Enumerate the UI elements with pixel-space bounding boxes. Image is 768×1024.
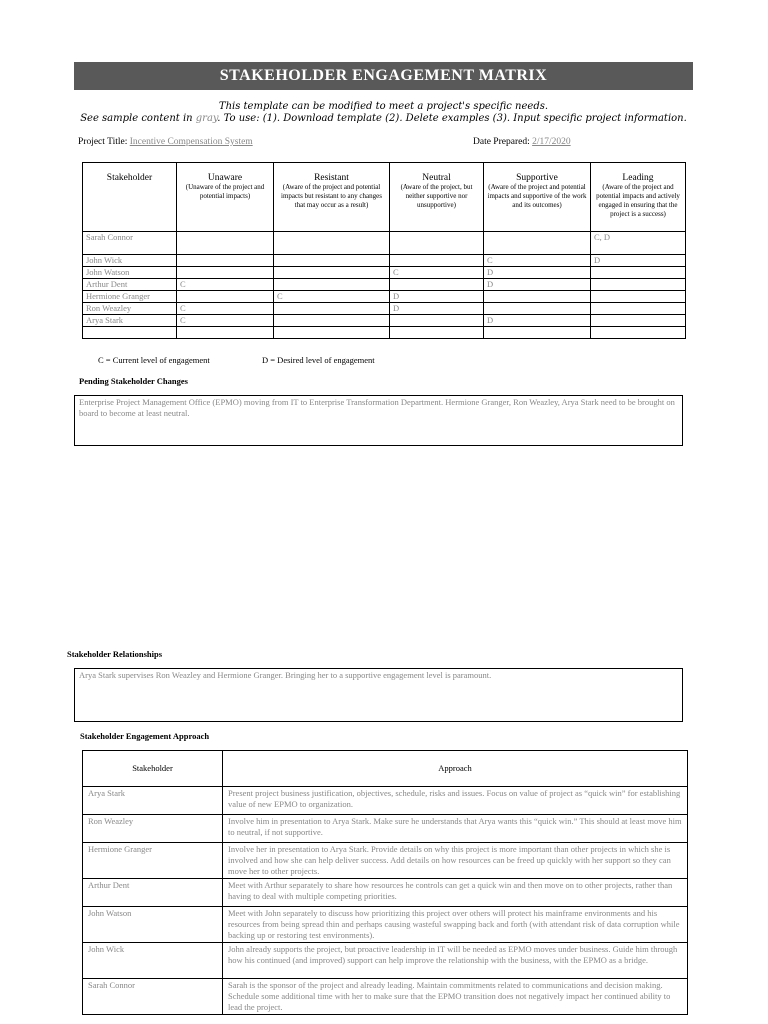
- header-resistant: Resistant (Aware of the project and potential impacts but resistant to any changes that may occur as a result): [274, 163, 390, 232]
- approach-table: [82, 750, 688, 1015]
- header-neutral: Neutral (Aware of the project, but neither supportive nor unsupportive): [390, 163, 484, 232]
- engagement-cell: [591, 267, 686, 279]
- engagement-cell: [274, 279, 390, 291]
- header-supportive: Supportive (Aware of the project and potential impacts and supportive of the work and its outcomes): [484, 163, 591, 232]
- approach-text-cell: Present project business justification, objectives, schedule, risks and issues. Focus on value of project as “quick win” for establishing value of new EPMO to organization.: [223, 787, 688, 815]
- engagement-cell: C: [390, 267, 484, 279]
- approach-text-cell: Sarah is the sponsor of the project and already leading. Maintain commitments related to communications and decision making. Schedule some additional time with her to make sure that the EPMO transition does not negatively impact her continued ability to lead the project.: [223, 979, 688, 1015]
- header-leading: Leading (Aware of the project and potential impacts and actively engaged in ensuring that the project is a success): [591, 163, 686, 232]
- engagement-cell: [177, 291, 274, 303]
- engagement-cell: [591, 303, 686, 315]
- table-row: [83, 255, 686, 267]
- relationships-box: Arya Stark supervises Ron Weazley and Hermione Granger. Bringing her to a supportive engagement level is paramount.: [74, 668, 683, 722]
- matrix-header-row: [83, 163, 686, 232]
- table-row: [83, 232, 686, 255]
- engagement-matrix: [82, 162, 686, 339]
- table-row: [83, 943, 688, 979]
- stakeholder-name-cell: Ron Weazley: [83, 303, 177, 315]
- header-stakeholder: Stakeholder: [83, 163, 177, 232]
- engagement-cell: D: [390, 303, 484, 315]
- approach-col-approach: Approach: [223, 751, 688, 787]
- engagement-cell: [484, 291, 591, 303]
- approach-text-cell: Involve her in presentation to Arya Stark. Provide details on why this project is more important than other projects in which she is involved and how she can help deliver success. Add details on how resources can be freed up quickly with her support so they can move her to other projects.: [223, 843, 688, 879]
- engagement-cell: [177, 255, 274, 267]
- intro-gray-word: gray: [195, 113, 218, 124]
- stakeholder-name-cell: John Wick: [83, 255, 177, 267]
- engagement-cell: C, D: [591, 232, 686, 255]
- table-row: [83, 327, 686, 339]
- engagement-cell: [591, 291, 686, 303]
- header-unaware: Unaware (Unaware of the project and potential impacts): [177, 163, 274, 232]
- project-title-value: Incentive Compensation System: [129, 137, 253, 147]
- stakeholder-name-cell: [83, 327, 177, 339]
- stakeholder-name-cell: John Watson: [83, 267, 177, 279]
- intro-text-a: See sample content in: [80, 113, 196, 124]
- intro-line-2: [74, 112, 693, 125]
- engagement-cell: D: [390, 291, 484, 303]
- stakeholder-name-cell: Arya Stark: [83, 315, 177, 327]
- approach-text-cell: John already supports the project, but proactive leadership in IT will be needed as EPMO moves under business. Guide him through how his continued (and improved) support can help improve the relationship with the business, with the EPMO as a bridge.: [223, 943, 688, 979]
- approach-stakeholder-cell: Arya Stark: [83, 787, 223, 815]
- approach-heading: Stakeholder Engagement Approach: [80, 731, 210, 741]
- engagement-cell: [274, 267, 390, 279]
- engagement-cell: [177, 327, 274, 339]
- date-prepared-label: Date Prepared:: [473, 137, 530, 147]
- engagement-cell: [484, 327, 591, 339]
- table-row: [83, 315, 686, 327]
- engagement-cell: [274, 232, 390, 255]
- engagement-cell: D: [484, 279, 591, 291]
- engagement-cell: C: [177, 303, 274, 315]
- pending-changes-heading: Pending Stakeholder Changes: [79, 376, 188, 386]
- engagement-cell: [591, 315, 686, 327]
- engagement-cell: C: [484, 255, 591, 267]
- approach-stakeholder-cell: Hermione Granger: [83, 843, 223, 879]
- table-row: [83, 815, 688, 843]
- engagement-cell: D: [484, 315, 591, 327]
- engagement-cell: [390, 315, 484, 327]
- date-prepared-field: [473, 137, 571, 147]
- legend-desired: D = Desired level of engagement: [262, 355, 375, 365]
- intro-text-b: . To use: (1). Download template (2). Delete examples (3). Input specific project information.: [217, 113, 687, 124]
- engagement-cell: [177, 267, 274, 279]
- approach-stakeholder-cell: John Wick: [83, 943, 223, 979]
- engagement-cell: D: [484, 267, 591, 279]
- table-row: [83, 267, 686, 279]
- approach-stakeholder-cell: John Watson: [83, 907, 223, 943]
- table-row: [83, 979, 688, 1015]
- stakeholder-name-cell: Arthur Dent: [83, 279, 177, 291]
- engagement-cell: [177, 232, 274, 255]
- engagement-cell: [274, 315, 390, 327]
- engagement-cell: [274, 327, 390, 339]
- engagement-cell: [274, 303, 390, 315]
- table-row: [83, 303, 686, 315]
- engagement-cell: C: [177, 315, 274, 327]
- engagement-cell: [390, 232, 484, 255]
- table-row: [83, 787, 688, 815]
- approach-stakeholder-cell: Ron Weazley: [83, 815, 223, 843]
- engagement-cell: [390, 327, 484, 339]
- approach-stakeholder-cell: Arthur Dent: [83, 879, 223, 907]
- date-prepared-value: 2/17/2020: [532, 137, 571, 147]
- approach-stakeholder-cell: Sarah Connor: [83, 979, 223, 1015]
- project-title-field: [78, 137, 253, 147]
- engagement-cell: [274, 255, 390, 267]
- engagement-cell: [484, 232, 591, 255]
- engagement-cell: [484, 303, 591, 315]
- approach-text-cell: Meet with Arthur separately to share how resources he controls can get a quick win and then move on to other projects, rather than having to deal with multiple competing priorities.: [223, 879, 688, 907]
- approach-text-cell: Involve him in presentation to Arya Stark. Make sure he understands that Arya wants this “quick win.” This should at least move him to neutral, if not supportive.: [223, 815, 688, 843]
- engagement-cell: C: [274, 291, 390, 303]
- table-row: [83, 843, 688, 879]
- table-row: [83, 879, 688, 907]
- engagement-cell: [591, 327, 686, 339]
- document-title: STAKEHOLDER ENGAGEMENT MATRIX: [74, 62, 693, 90]
- pending-changes-box: Enterprise Project Management Office (EPMO) moving from IT to Enterprise Transformation Department. Hermione Granger, Ron Weazley, Arya Stark need to be brought on board to become at least neutral.: [74, 395, 683, 446]
- approach-col-stakeholder: Stakeholder: [83, 751, 223, 787]
- engagement-cell: C: [177, 279, 274, 291]
- engagement-cell: [390, 255, 484, 267]
- approach-text-cell: Meet with John separately to discuss how prioritizing this project over others will protect his mainframe environments and his resources from being spread thin and perhaps causing wasteful swapping back and forth (with attendant risk of data corruption while backing up or restoring test environments).: [223, 907, 688, 943]
- stakeholder-name-cell: Sarah Connor: [83, 232, 177, 255]
- engagement-cell: D: [591, 255, 686, 267]
- relationships-heading: Stakeholder Relationships: [67, 649, 163, 659]
- table-row: [83, 279, 686, 291]
- stakeholder-name-cell: Hermione Granger: [83, 291, 177, 303]
- table-row: [83, 291, 686, 303]
- engagement-cell: [390, 279, 484, 291]
- legend-current: C = Current level of engagement: [98, 355, 210, 365]
- approach-header-row: [83, 751, 688, 787]
- table-row: [83, 907, 688, 943]
- intro-line-1: This template can be modified to meet a project's specific needs.: [218, 101, 549, 112]
- project-title-label: Project Title:: [78, 137, 128, 147]
- engagement-cell: [591, 279, 686, 291]
